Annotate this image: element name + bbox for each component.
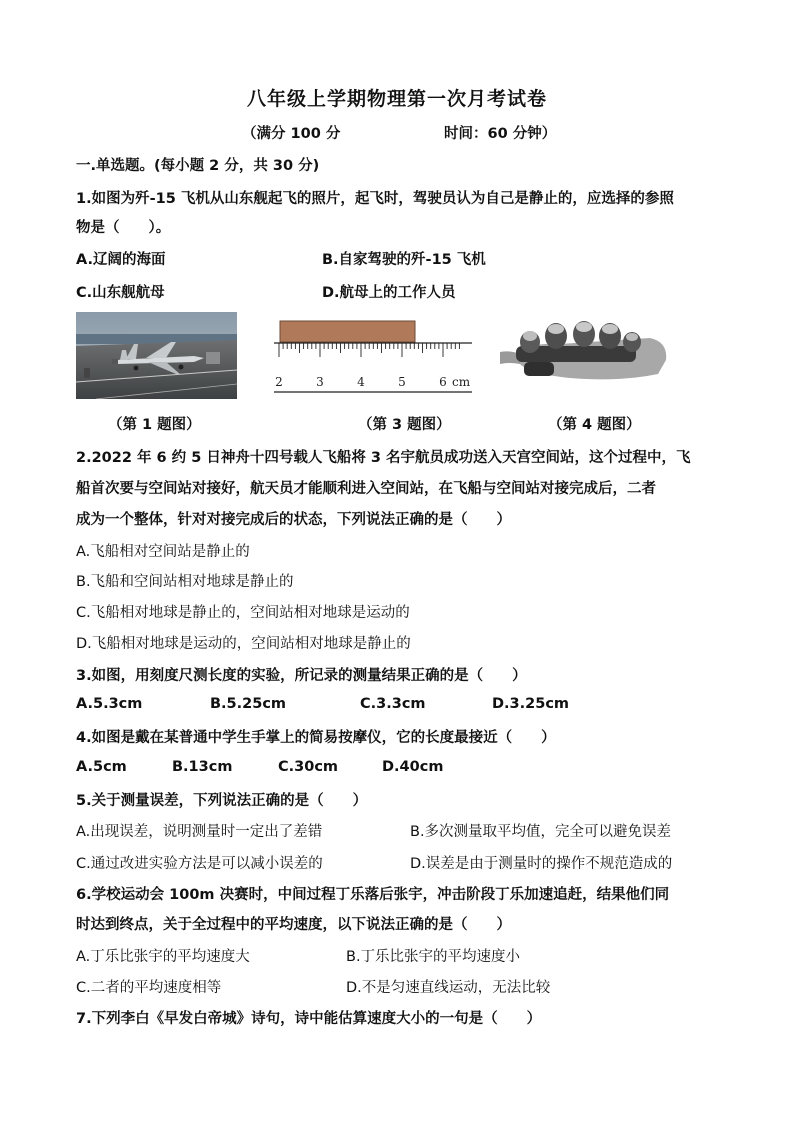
figure-4-caption: （第 4 题图） [548,417,641,433]
q7-stem: 7.下列李白《早发白帝城》诗句，诗中能估算速度大小的一句是（ ） [76,1011,542,1027]
ruler-unit-label: cm [452,375,471,389]
q4-stem: 4.如图是戴在某普通中学生手掌上的简易按摩仪，它的长度最接近（ ） [76,730,556,746]
time-label: 时间：60 分钟） [444,126,557,142]
q4-option-d: D.40cm [382,759,444,775]
figure-3-caption: （第 3 题图） [358,417,451,433]
q3-option-c: C.3.3cm [360,696,426,712]
q5-option-d: D.误差是由于测量时的操作不规范造成的 [410,856,673,872]
massager-hand-photo [500,312,668,394]
ruler-tick-label: 3 [316,375,324,389]
q2-option-b: B.飞船和空间站相对地球是静止的 [76,574,294,590]
q3-option-a: A.5.3cm [76,696,143,712]
q1-option-a: A.辽阔的海面 [76,252,166,268]
q2-stem-line1: 2.2022 年 6 约 5 日神舟十四号载人飞船将 3 名宇航员成功送入天宫空间站，这个过程中，飞 [76,450,691,466]
ruler-tick-labels [275,375,447,389]
q2-stem-line2: 船首次要与空间站对接好，航天员才能顺利进入空间站，在飞船与空间站对接完成后，二者 [76,481,656,497]
q1-option-d: D.航母上的工作人员 [322,285,456,301]
q2-option-c: C.飞船相对地球是静止的，空间站相对地球是运动的 [76,605,410,621]
q3-stem: 3.如图，用刻度尺测长度的实验，所记录的测量结果正确的是（ ） [76,668,527,684]
section-heading: 一.单选题。(每小题 2 分，共 30 分) [76,158,320,174]
q3-option-d: D.3.25cm [492,696,570,712]
q1-option-c: C.山东舰航母 [76,285,165,301]
q1-stem-line2: 物是（ ）。 [76,220,171,236]
q6-option-c: C.二者的平均速度相等 [76,980,222,996]
q6-option-a: A.丁乐比张宇的平均速度大 [76,949,250,965]
q4-option-b: B.13cm [172,759,233,775]
figure-1-caption: （第 1 题图） [108,417,201,433]
q2-option-a: A.飞船相对空间站是静止的 [76,544,250,560]
jet-carrier-photo [76,312,237,399]
full-score-label: （满分 100 分 [242,126,341,142]
q2-stem-line3: 成为一个整体，针对对接完成后的状态，下列说法正确的是（ ） [76,512,511,528]
q3-option-b: B.5.25cm [210,696,287,712]
q1-option-b: B.自家驾驶的歼-15 飞机 [322,252,486,268]
q5-option-c: C.通过改进实验方法是可以减小误差的 [76,856,323,872]
page-title: 八年级上学期物理第一次月考试卷 [246,88,547,110]
q1-stem-line1: 1.如图为歼-15 飞机从山东舰起飞的照片，起飞时，驾驶员认为自己是静止的，应选择的参照 [76,191,674,207]
q6-option-b: B.丁乐比张宇的平均速度小 [346,949,521,965]
q6-option-d: D.不是匀速直线运动，无法比较 [346,980,551,996]
q4-option-a: A.5cm [76,759,127,775]
ruler-tick-label: 4 [357,375,365,389]
ruler-tick-label: 2 [275,375,283,389]
q6-stem-line1: 6.学校运动会 100m 决赛时，中间过程丁乐落后张宇，冲击阶段丁乐加速追赶，结果他们同 [76,887,670,903]
measured-block [280,321,415,342]
q4-option-c: C.30cm [278,759,339,775]
q2-option-d: D.飞船相对地球是运动的，空间站相对地球是静止的 [76,636,411,652]
ruler-tick-label: 6 [439,375,447,389]
ruler-figure [270,318,480,398]
ruler-tick-marks [279,343,459,357]
q6-stem-line2: 时达到终点，关于全过程中的平均速度，以下说法正确的是（ ） [76,917,511,933]
q5-option-b: B.多次测量取平均值，完全可以避免误差 [410,824,672,840]
q5-option-a: A.出现误差，说明测量时一定出了差错 [76,824,323,840]
q5-stem: 5.关于测量误差，下列说法正确的是（ ） [76,793,368,809]
ruler-tick-label: 5 [398,375,406,389]
